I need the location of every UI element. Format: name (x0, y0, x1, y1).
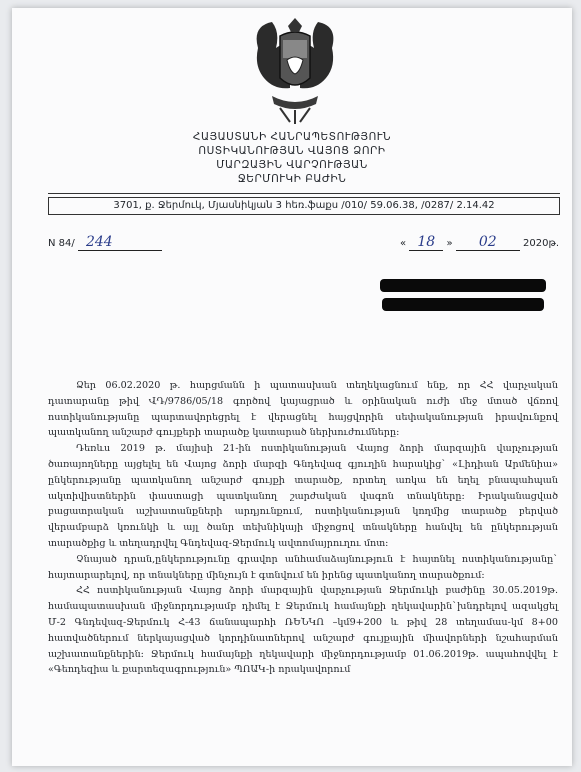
header-line-1: ՀԱՅԱՍՏԱՆԻ ՀԱՆՐԱՊԵՏՈՒԹՅՈՒՆ (192, 131, 392, 143)
date-day: 18 (417, 234, 436, 250)
letter-body (48, 378, 558, 678)
document-page (12, 8, 572, 766)
document-number-value: 244 (85, 234, 113, 250)
paragraph-1: Ձեր 06.02.2020 թ. հարցմանն ի պատասխան տեղեկացնում ենք, որ ՀՀ վարչական դատարանը թիվ ՎԴ/9786/05/18 գործով կայացրած և օրինական ուժի մեջ մտած վճռով ոստիկանությանը պարտավորեցրել է վերացնել հայցվորին սեփականության իրավունքով պատկանող անշարժ գույքերի տարածք կատարած ներխուժումները: (48, 380, 558, 439)
date-year: 2020թ. (523, 238, 560, 249)
header-line-2: ՈՍՏԻԿԱՆՈՒԹՅԱՆ ՎԱՅՈՑ ՁՈՐԻ (198, 145, 386, 157)
address-box: 3701, ք. Ջերմուկ, Մյասնիկյան 3 հեռ.ֆաքս /010/ 59.06.38, /0287/ 2.14.42 (48, 197, 560, 215)
redaction-bar (382, 298, 544, 311)
paragraph-2: Դեռևս 2019 թ. մայիսի 21-ին ոստիկանության Վայոց ձորի մարզային վարչության ծառայողները այցելել են Վայոց ձորի մարզի Գնդեվազ գյուղին հարակից` «Լիդիան Արմենիա» ընկերությանը պատկանող անշարժ գույքի տարածք, որտեղ առկա են եղել բնապահպան ակտիվիստներին փաստացի պատկանող շարժական վագոն տնակները: Իրականացված բացատրական աշխատանքների արդյունքում, ոստիկանության կողմից տարածք բերված վերամբարձ կռունկի և այլ ծանր տեխնիկայի միջոցով տնակները հանվել են ընկերության տարածքից և տեղադրվել Գնդեվազ-Ջերմուկ ավտոմայրուղու մոտ: (48, 443, 558, 549)
paragraph-3: Չնայած դրան,ընկերությունը գրավոր անհամաձայնություն է հայտնել ոստիկանությանը` հայտարարելով, որ տնակները մինչույն է գտնվում են իրենց պատկանող տարածքում: (48, 553, 558, 581)
document-number (48, 234, 162, 251)
header-line-4: ՋԵՐՄՈՒԿԻ ԲԱԺԻՆ (237, 173, 347, 185)
header-divider (48, 193, 560, 194)
date-open-quote: « (400, 238, 407, 249)
document-date (400, 234, 559, 251)
date-close-quote: » (446, 238, 453, 249)
header-line-3: ՄԱՐԶԱՅԻՆ ՎԱՐՉՈՒԹՅԱՆ (216, 159, 368, 171)
document-number-prefix: N 84/ (48, 238, 75, 249)
paragraph-4: ՀՀ ոստիկանության Վայոց ձորի մարզային վարչության Ջերմուկի բաժինը 30.05.2019թ. համապատասխան միջնորդությամբ դիմել է Ջերմուկ համայնքի ղեկավարին`խնդրելով ազակցել Մ-2 Գնդեվազ-Ջերմուկ Հ-43 ճանապարհի ՌԵՆԿՈ –կմ9+200 և թիվ 28 տեղամաս-կմ 8+00 հատվածներում ներկայացված կորդինատներով անշարժ գույքային միավորների նշահարման աշխատանքներին: Ջերմուկ համայնքի ղեկավարի միջնորդությամբ 01.06.2019թ. ապահովվել է «Գեոդեզիա և քարտեզագրություն» ՊՈԱԿ-ի որակավորում (48, 585, 558, 676)
redaction-bar (380, 279, 546, 292)
coat-of-arms-icon (250, 18, 340, 126)
date-month: 02 (478, 234, 497, 250)
